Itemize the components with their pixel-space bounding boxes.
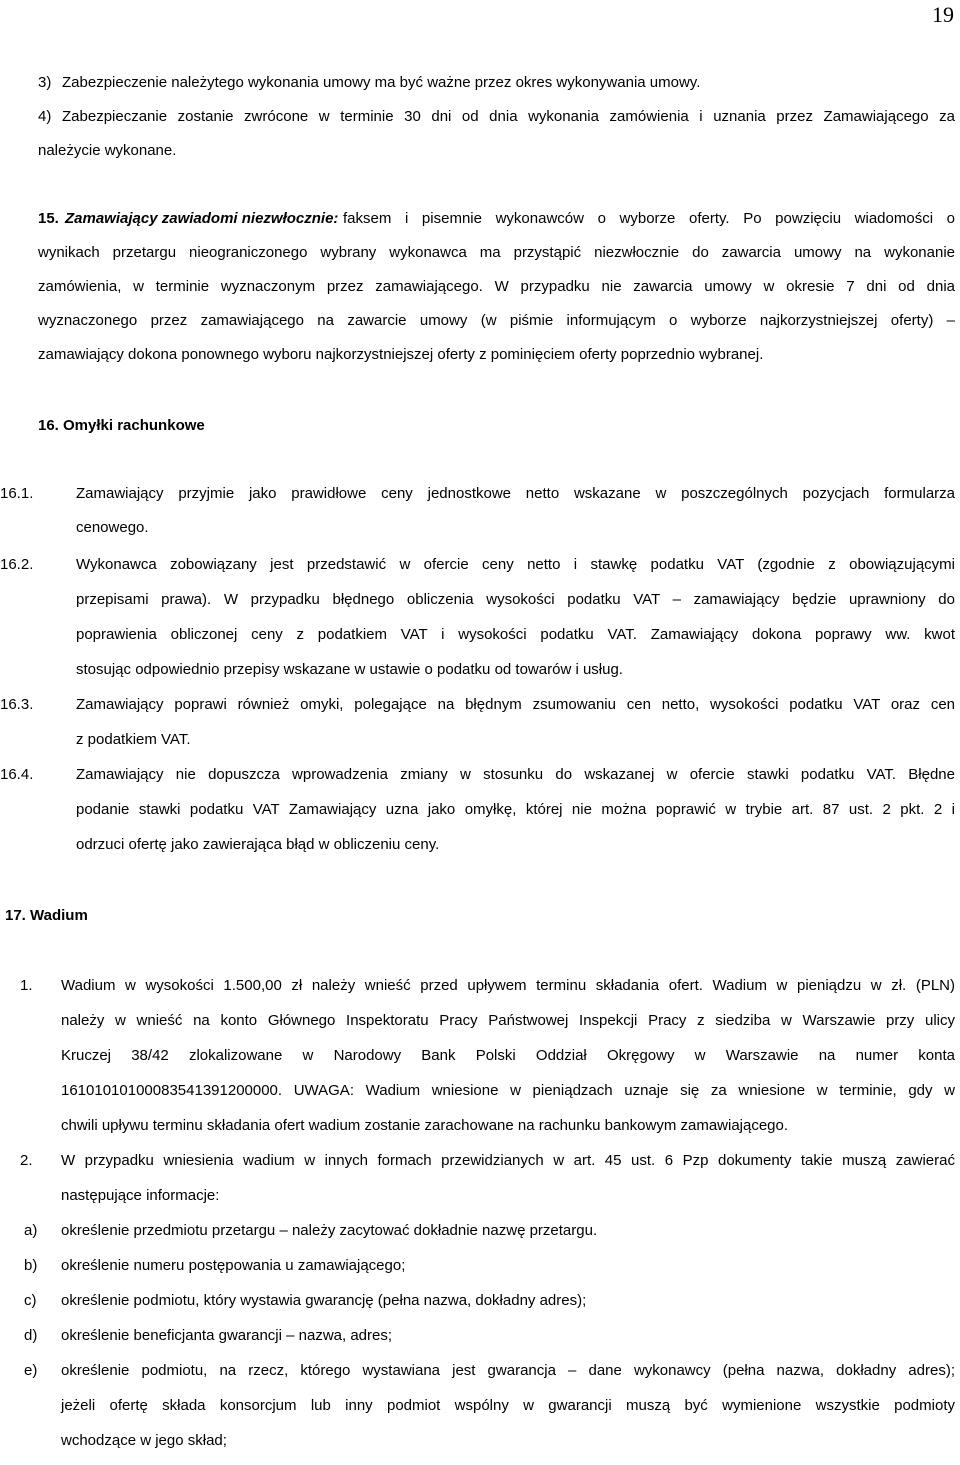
section-heading: 16. Omyłki rachunkowe [38,417,205,434]
sub-item-text: określenie podmiotu, który wystawia gwarancję (pełna nazwa, dokładny adres); [61,1292,587,1309]
section-heading: 17. Wadium [5,907,88,924]
sub-item-letter: c) [24,1292,37,1309]
sub-item-text: jeżeli ofertę składa konsorcjum lub inny podmiot wspólny w gwarancji muszą być wymienione wszystkie podmioty [61,1397,955,1414]
list-item-text: Kruczej 38/42 zlokalizowane w Narodowy Bank Polski Oddział Okręgowy w Warszawie na numer konta [61,1047,955,1064]
sub-item-letter: b) [24,1257,38,1274]
subsection-text: poprawienia obliczonej ceny z podatkiem VAT i wysokości podatku VAT. Zamawiający dokona poprawy ww. kwot [76,626,955,643]
subsection-text: przepisami prawa). W przypadku błędnego obliczenia wysokości podatku VAT – zamawiający będzie uprawniony do [76,591,955,608]
list-item-number: 2. [20,1152,33,1169]
subsection-number: 16.4. [0,766,34,783]
sub-item-letter: e) [24,1362,38,1379]
section-number: 15. [38,210,59,227]
list-item-number: 4) [38,108,52,125]
list-item-text: Wadium w wysokości 1.500,00 zł należy wnieść przed upływem terminu składania ofert. Wadium w pieniądzu w zł. (PLN) [61,977,955,994]
sub-item-text: określenie beneficjanta gwarancji – nazwa, adres; [61,1327,393,1344]
list-item-number: 1. [20,977,33,994]
section-title: Zamawiający zawiadomi niezwłocznie: [65,210,339,227]
list-item-text: należy w wnieść na konto Głównego Inspektoratu Pracy Państwowej Inspekcji Pracy z siedziba w Warszawie przy ulicy [61,1012,955,1029]
paragraph-line: faksem i pisemnie wykonawców o wyborze oferty. Po powzięciu wiadomości o [343,210,955,227]
sub-item-text: określenie numeru postępowania u zamawiającego; [61,1257,406,1274]
subsection-text: Zamawiający przyjmie jako prawidłowe ceny jednostkowe netto wskazane w poszczególnych pozycjach formularza [76,485,955,502]
list-item-text: następujące informacje: [61,1187,220,1204]
page-number: 19 [932,2,954,27]
sub-item-text: określenie przedmiotu przetargu – należy zacytować dokładnie nazwę przetargu. [61,1222,598,1239]
subsection-number: 16.1. [0,485,34,502]
list-item-number: 3) [38,74,52,91]
subsection-text: Wykonawca zobowiązany jest przedstawić w ofercie ceny netto i stawkę podatku VAT (zgodnie z obowiązującymi [76,556,955,573]
list-item-text: 16101010100083541391200000. UWAGA: Wadium wniesione w pieniądzach uznaje się za wniesione w terminie, gdy w [61,1082,955,1099]
subsection-text: stosując odpowiednio przepisy wskazane w ustawie o podatku od towarów i usług. [76,661,623,678]
list-item-text: chwili upływu terminu składania ofert wadium zostanie zarachowane na rachunku bankowym zamawiającego. [61,1117,789,1134]
sub-item-letter: a) [24,1222,38,1239]
list-item-text: Zabezpieczanie zostanie zwrócone w terminie 30 dni od dnia wykonania zamówienia i uznania przez Zamawiającego za [62,108,955,125]
subsection-text: cenowego. [76,519,149,536]
paragraph-line: wyznaczonego przez zamawiającego na zawarcie umowy (w piśmie informującym o wyborze najkorzystniejszej oferty) – [38,312,955,329]
subsection-text: Zamawiający poprawi również omyki, polegające na błędnym zsumowaniu cen netto, wysokości podatku VAT oraz cen [76,696,955,713]
paragraph-line: wynikach przetargu nieograniczonego wybrany wykonawca ma przystąpić niezwłocznie do zawarcia umowy na wykonanie [38,244,955,261]
subsection-number: 16.2. [0,556,34,573]
sub-item-text: określenie podmiotu, na rzecz, którego wystawiana jest gwarancja – dane wykonawcy (pełna nazwa, dokładny adres); [61,1362,955,1379]
subsection-text: odrzuci ofertę jako zawierająca błąd w obliczeniu ceny. [76,836,440,853]
subsection-text: z podatkiem VAT. [76,731,191,748]
list-item-text: Zabezpieczenie należytego wykonania umowy ma być ważne przez okres wykonywania umowy. [62,74,701,91]
subsection-number: 16.3. [0,696,34,713]
list-item-text: W przypadku wniesienia wadium w innych formach przewidzianych w art. 45 ust. 6 Pzp dokumenty takie muszą zawierać [61,1152,955,1169]
subsection-text: Zamawiający nie dopuszcza wprowadzenia zmiany w stosunku do wskazanej w ofercie stawki podatku VAT. Błędne [76,766,955,783]
list-item-text: należycie wykonane. [38,142,177,159]
paragraph-line: zamówienia, w terminie wyznaczonym przez zamawiającego. W przypadku nie zawarcia umowy w okresie 7 dni od dnia [38,278,955,295]
subsection-text: podanie stawki podatku VAT Zamawiający uzna jako omyłkę, której nie można poprawić w trybie art. 87 ust. 2 pkt. 2 i [76,801,955,818]
paragraph-line: zamawiający dokona ponownego wyboru najkorzystniejszej oferty z pominięciem oferty poprzednio wybranej. [38,346,764,363]
sub-item-letter: d) [24,1327,38,1344]
sub-item-text: wchodzące w jego skład; [61,1432,227,1449]
